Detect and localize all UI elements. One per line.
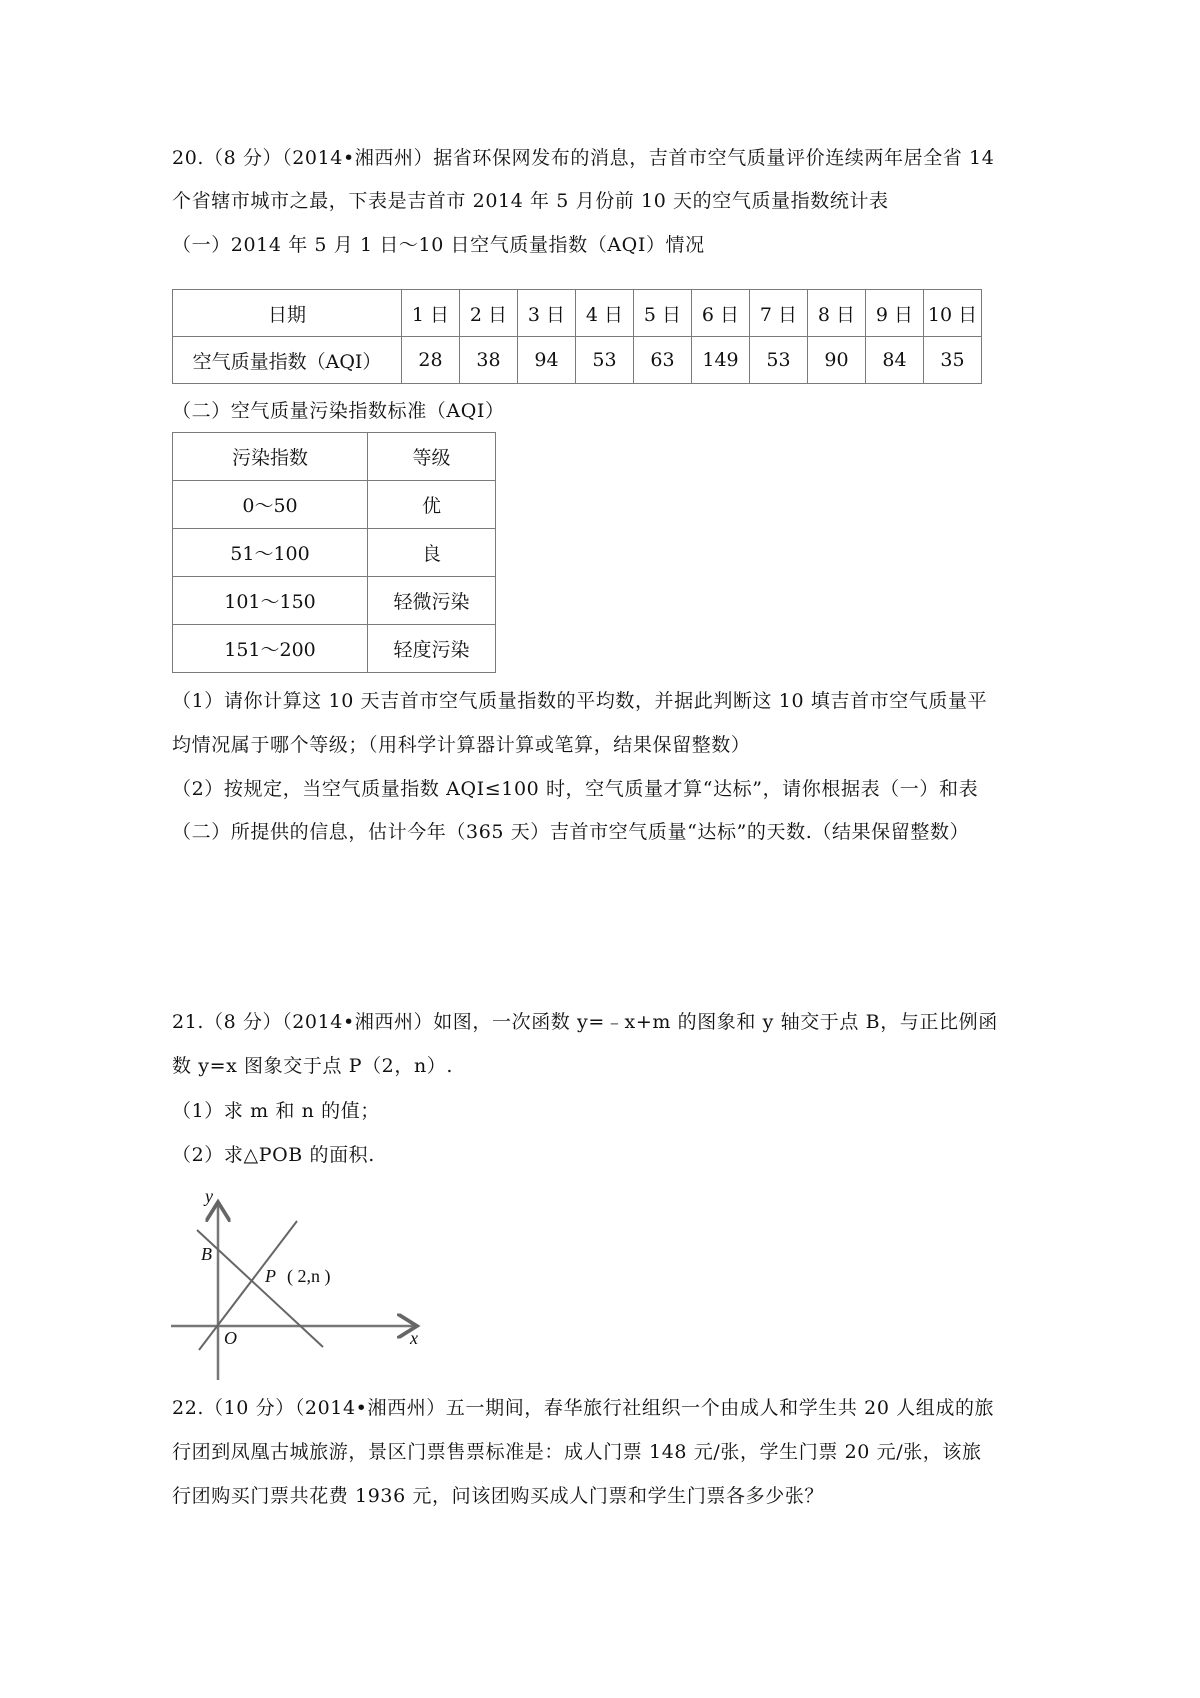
q21-stem-line-2: 数 y=x 图象交于点 P（2，n）. — [172, 1055, 454, 1077]
index-range-cell: 101～150 — [173, 577, 368, 625]
day-cell: 2 日 — [460, 290, 518, 337]
q20-part2-line-2: （二）所提供的信息，估计今年（365 天）吉首市空气质量“达标”的天数.（结果保留整数） — [172, 821, 970, 843]
graph-lines — [165, 1192, 435, 1392]
aqi-value-cell: 53 — [576, 337, 634, 384]
date-header: 日期 — [173, 290, 402, 337]
aqi-value-cell: 63 — [634, 337, 692, 384]
pollution-index-header: 污染指数 — [173, 433, 368, 481]
grade-cell: 轻微污染 — [368, 577, 496, 625]
x-axis-label: x — [410, 1328, 418, 1348]
grade-cell: 良 — [368, 529, 496, 577]
q20-stem-line-2: 个省辖市城市之最，下表是吉首市 2014 年 5 月份前 10 天的空气质量指数统计表 — [172, 190, 889, 212]
y-axis-label: y — [205, 1186, 213, 1206]
q20-stem-line-1: 20.（8 分）（2014•湘西州）据省环保网发布的消息，吉首市空气质量评价连续两年居全省 14 — [172, 147, 995, 169]
index-range-cell: 0～50 — [173, 481, 368, 529]
day-cell: 8 日 — [808, 290, 866, 337]
q20-table2-caption: （二）空气质量污染指数标准（AQI） — [172, 400, 505, 422]
table-row — [173, 529, 496, 577]
day-cell: 4 日 — [576, 290, 634, 337]
q22-stem-line-3: 行团购买门票共花费 1936 元，问该团购买成人门票和学生门票各多少张？ — [172, 1485, 825, 1507]
q22-stem-line-2: 行团到凤凰古城旅游，景区门票售票标准是：成人门票 148 元/张，学生门票 20 元/张，该旅 — [172, 1441, 982, 1463]
table-row — [173, 337, 982, 384]
q21-part2: （2）求△POB 的面积. — [172, 1144, 375, 1166]
q21-part1: （1）求 m 和 n 的值； — [172, 1100, 380, 1122]
day-cell: 5 日 — [634, 290, 692, 337]
q20-part2-line-1: （2）按规定，当空气质量指数 AQI≤100 时，空气质量才算“达标”，请你根据表（一）和表 — [172, 778, 979, 800]
table-row — [173, 481, 496, 529]
grade-cell: 轻度污染 — [368, 625, 496, 673]
table-row — [173, 625, 496, 673]
day-cell: 3 日 — [518, 290, 576, 337]
aqi-value-cell: 94 — [518, 337, 576, 384]
day-cell: 7 日 — [750, 290, 808, 337]
point-p-coordinate: ( 2,n ) — [287, 1266, 331, 1286]
aqi-standard-table — [172, 432, 496, 673]
table-row — [173, 433, 496, 481]
day-cell: 10 日 — [924, 290, 982, 337]
aqi-value-cell: 53 — [750, 337, 808, 384]
q20-part1-line-2: 均情况属于哪个等级；（用科学计算器计算或笔算，结果保留整数） — [172, 734, 751, 756]
point-b-label: B — [201, 1244, 212, 1264]
origin-label: O — [224, 1328, 237, 1348]
q22-stem-line-1: 22.（10 分）（2014•湘西州）五一期间，春华旅行社组织一个由成人和学生共 20 人组成的旅 — [172, 1397, 995, 1419]
q21-stem-line-1: 21.（8 分）（2014•湘西州）如图，一次函数 y=﹣x+m 的图象和 y 轴交于点 B，与正比例函 — [172, 1011, 998, 1033]
index-range-cell: 51～100 — [173, 529, 368, 577]
aqi-value-cell: 35 — [924, 337, 982, 384]
aqi-value-cell: 28 — [402, 337, 460, 384]
q21-coordinate-figure — [165, 1186, 435, 1392]
table-row — [173, 290, 982, 337]
aqi-row-label: 空气质量指数（AQI） — [173, 337, 402, 384]
aqi-daily-table — [172, 289, 982, 384]
q20-table1-caption: （一）2014 年 5 月 1 日～10 日空气质量指数（AQI）情况 — [172, 234, 705, 256]
grade-header: 等级 — [368, 433, 496, 481]
aqi-value-cell: 149 — [692, 337, 750, 384]
day-cell: 6 日 — [692, 290, 750, 337]
aqi-value-cell: 38 — [460, 337, 518, 384]
q20-part1-line-1: （1）请你计算这 10 天吉首市空气质量指数的平均数，并据此判断这 10 填吉首市空气质量平 — [172, 690, 988, 712]
table-row — [173, 577, 496, 625]
aqi-value-cell: 84 — [866, 337, 924, 384]
day-cell: 9 日 — [866, 290, 924, 337]
point-p-label: P — [265, 1266, 276, 1286]
index-range-cell: 151～200 — [173, 625, 368, 673]
grade-cell: 优 — [368, 481, 496, 529]
aqi-value-cell: 90 — [808, 337, 866, 384]
day-cell: 1 日 — [402, 290, 460, 337]
